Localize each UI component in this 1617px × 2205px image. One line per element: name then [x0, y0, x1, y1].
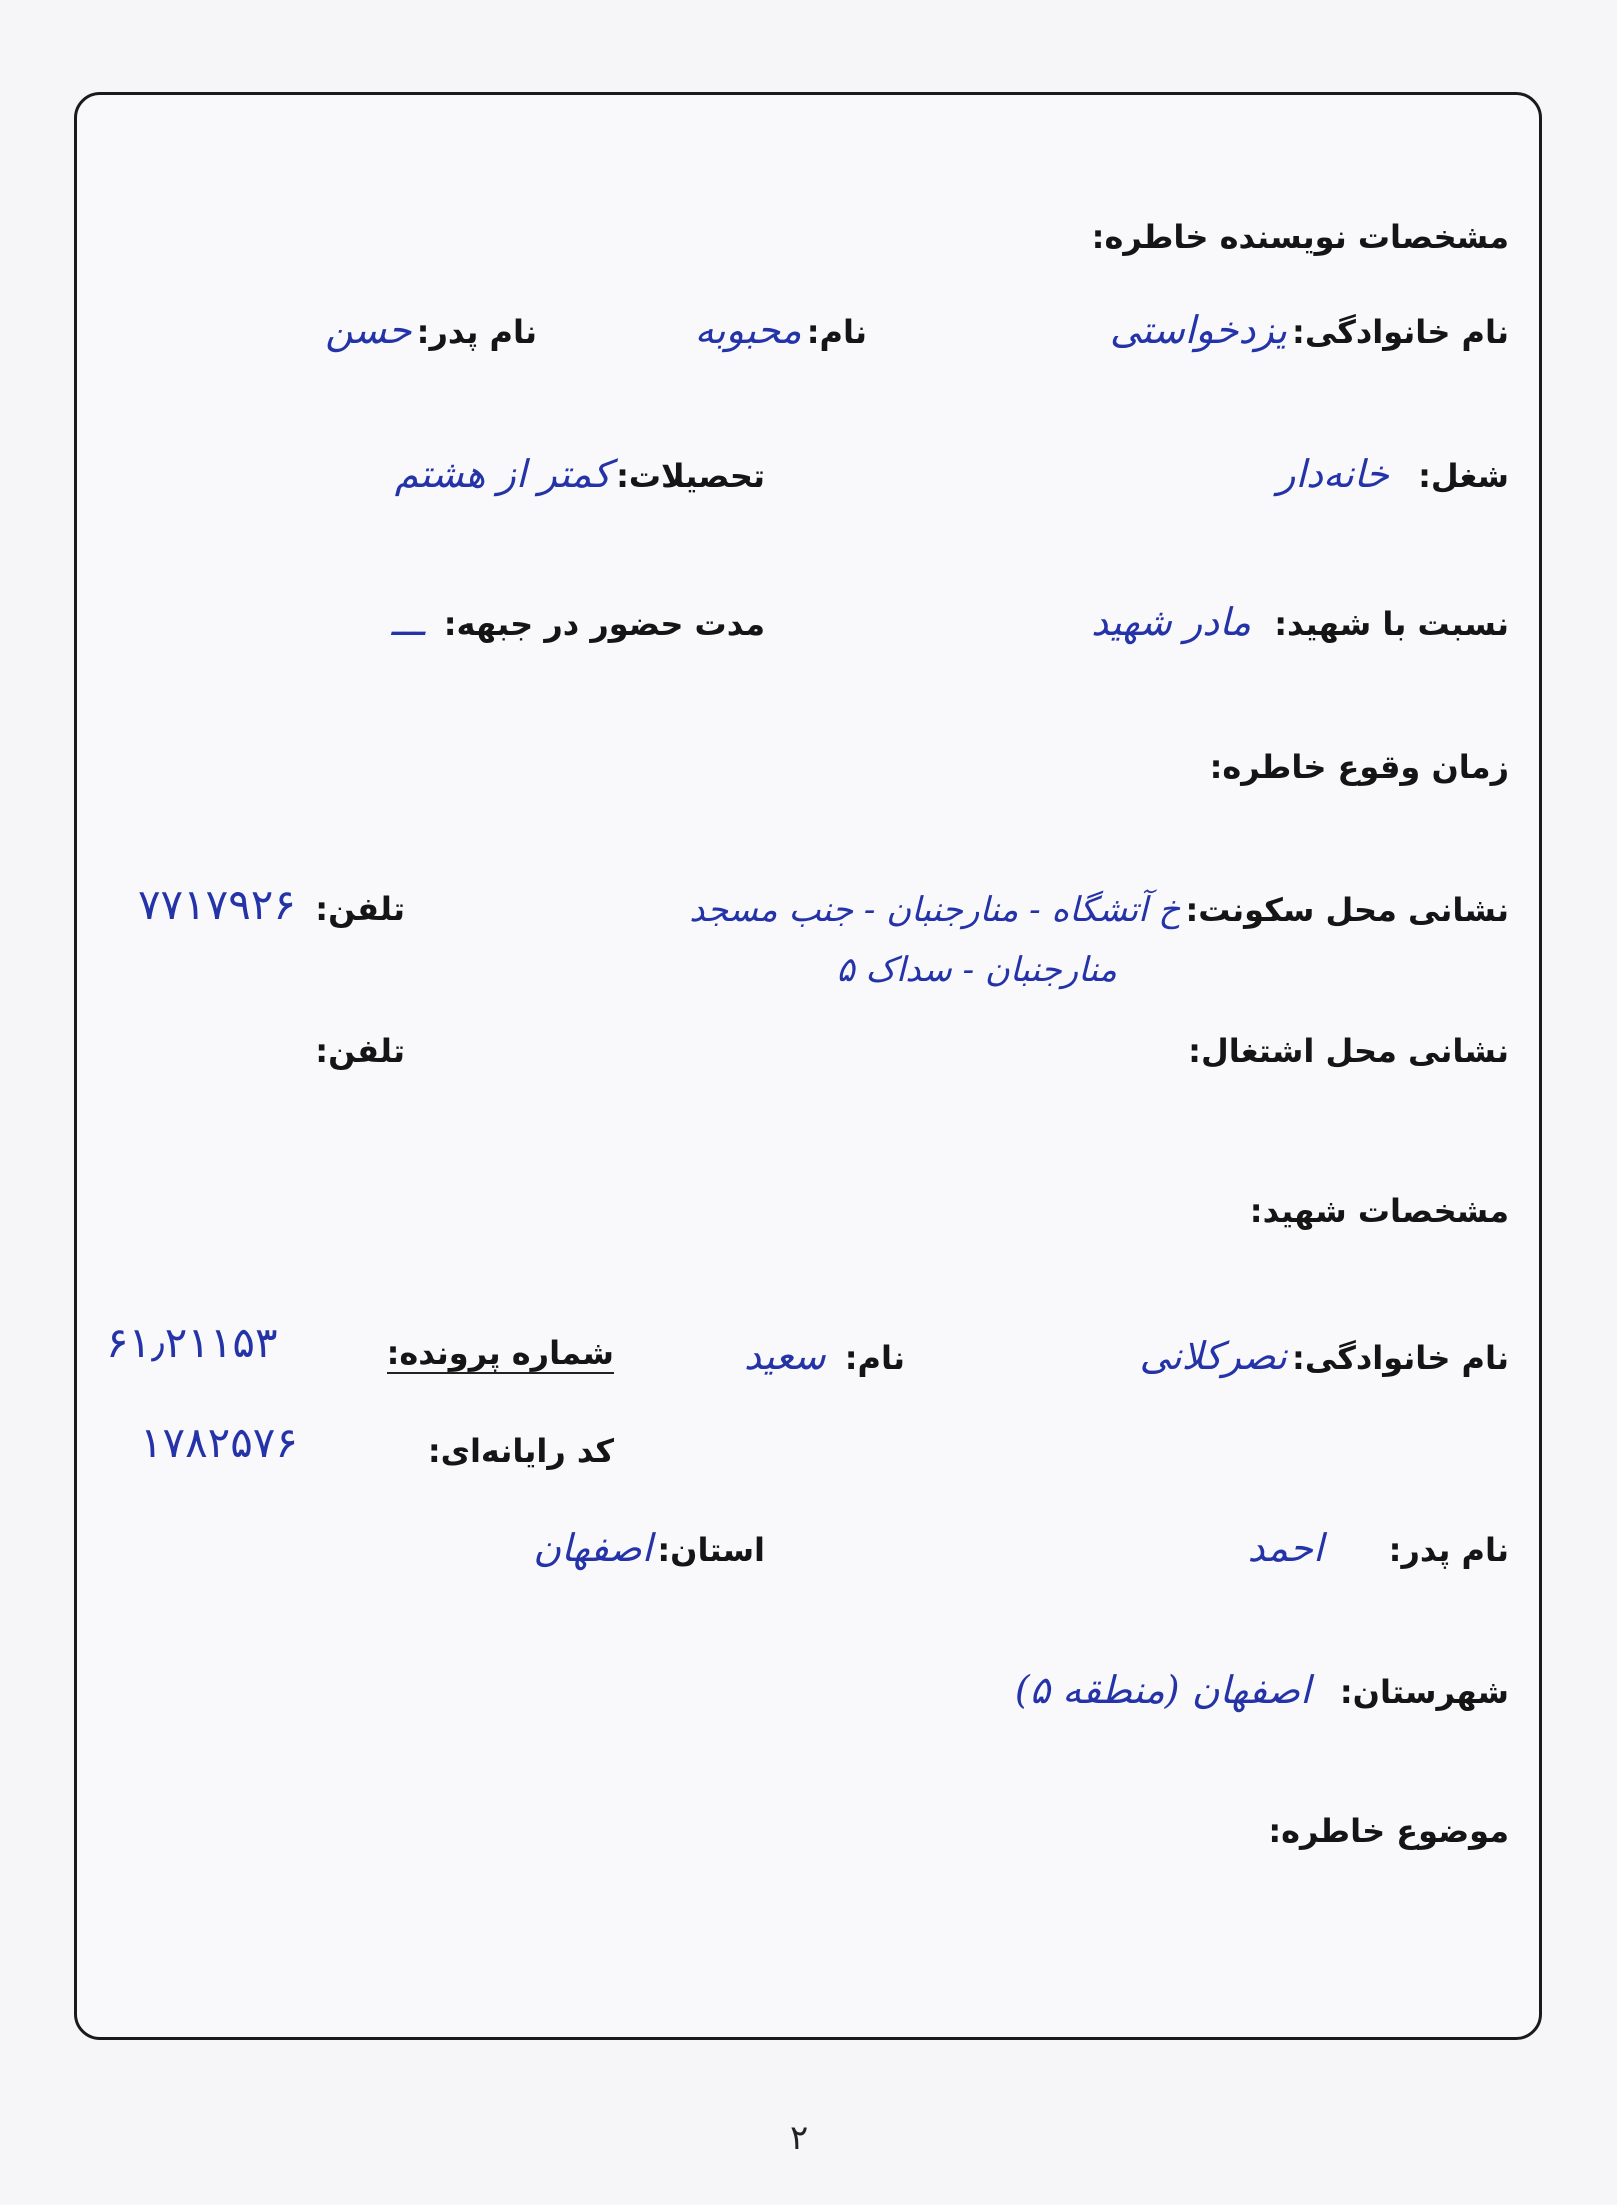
martyr-file-row: [387, 1334, 614, 1372]
writer-job-row: [1277, 452, 1509, 496]
martyr-topic-label: موضوع خاطره:: [1268, 1812, 1509, 1850]
writer-front-value: ـــ: [391, 600, 425, 644]
martyr-city-value: اصفهان (منطقه ۵): [1014, 1668, 1311, 1712]
martyr-province-value: اصفهان: [533, 1526, 653, 1570]
martyr-name-row: [744, 1334, 905, 1378]
martyr-code-label: کد رایانه‌ای:: [427, 1432, 614, 1470]
writer-phone-label: تلفن:: [315, 890, 405, 928]
writer-relation-label: نسبت با شهید:: [1274, 605, 1509, 643]
writer-front-label: مدت حضور در جبهه:: [443, 605, 765, 643]
martyr-family-row: [1139, 1334, 1509, 1378]
writer-address-label: نشانی محل سکونت:: [1185, 891, 1509, 929]
martyr-name-value: سعید: [744, 1334, 826, 1378]
writer-father-value: حسن: [325, 308, 412, 352]
writer-education-row: [395, 452, 765, 496]
martyr-city-label: شهرستان:: [1339, 1673, 1509, 1711]
writer-address-value2: منارجنبان - سداک ۵: [836, 950, 1117, 990]
martyr-family-value: نصرکلانی: [1139, 1334, 1287, 1378]
writer-name-label: نام:: [806, 313, 867, 351]
page-number: ۲: [790, 2118, 809, 2158]
writer-relation-value: مادر شهید: [1091, 600, 1252, 644]
writer-work-label: نشانی محل اشتغال:: [1188, 1032, 1509, 1070]
writer-name-value: محبوبه: [694, 308, 802, 352]
martyr-family-label: نام خانوادگی:: [1292, 1339, 1509, 1377]
writer-address-value: خ آتشگاه - منارجنبان - جنب مسجد: [689, 890, 1181, 930]
martyr-province-row: [533, 1526, 765, 1570]
writer-phone-row: [315, 890, 405, 928]
writer-family-row: [1110, 308, 1509, 352]
writer-address-row: [689, 890, 1509, 930]
martyr-file-value: ۶۱٫۲۱۱۵۳: [106, 1318, 278, 1367]
martyr-heading: مشخصات شهید:: [1249, 1192, 1509, 1230]
martyr-father-label: نام پدر:: [1388, 1531, 1509, 1569]
writer-name-row: [695, 308, 867, 352]
writer-front-row: [391, 600, 765, 644]
writer-family-label: نام خانوادگی:: [1292, 313, 1509, 351]
writer-job-value: خانه‌دار: [1277, 452, 1390, 496]
writer-time-label: زمان وقوع خاطره:: [1209, 748, 1509, 786]
writer-phone-value: ۷۷۱۷۹۲۶: [138, 880, 296, 929]
writer-job-label: شغل:: [1418, 457, 1509, 495]
writer-work-phone-label: تلفن:: [315, 1032, 405, 1070]
writer-heading: مشخصات نویسنده خاطره:: [1091, 218, 1509, 256]
writer-relation-row: [1091, 600, 1509, 644]
writer-family-value: یزدخواستی: [1109, 308, 1287, 352]
martyr-city-row: [1015, 1668, 1509, 1712]
martyr-file-label: شماره پرونده:: [386, 1334, 614, 1372]
writer-education-value: کمتر از هشتم: [394, 452, 611, 496]
writer-education-label: تحصیلات:: [616, 457, 765, 495]
writer-father-label: نام پدر:: [416, 313, 537, 351]
martyr-name-label: نام:: [844, 1339, 905, 1377]
martyr-code-row: [428, 1432, 614, 1470]
martyr-province-label: استان:: [657, 1531, 765, 1569]
martyr-code-value: ۱۷۸۲۵۷۶: [140, 1418, 298, 1467]
writer-work-phone-row: [315, 1032, 405, 1070]
martyr-father-row: [1248, 1526, 1509, 1570]
martyr-father-value: احمد: [1247, 1526, 1324, 1570]
writer-work-row: [1188, 1032, 1509, 1070]
writer-father-row: [325, 308, 537, 352]
